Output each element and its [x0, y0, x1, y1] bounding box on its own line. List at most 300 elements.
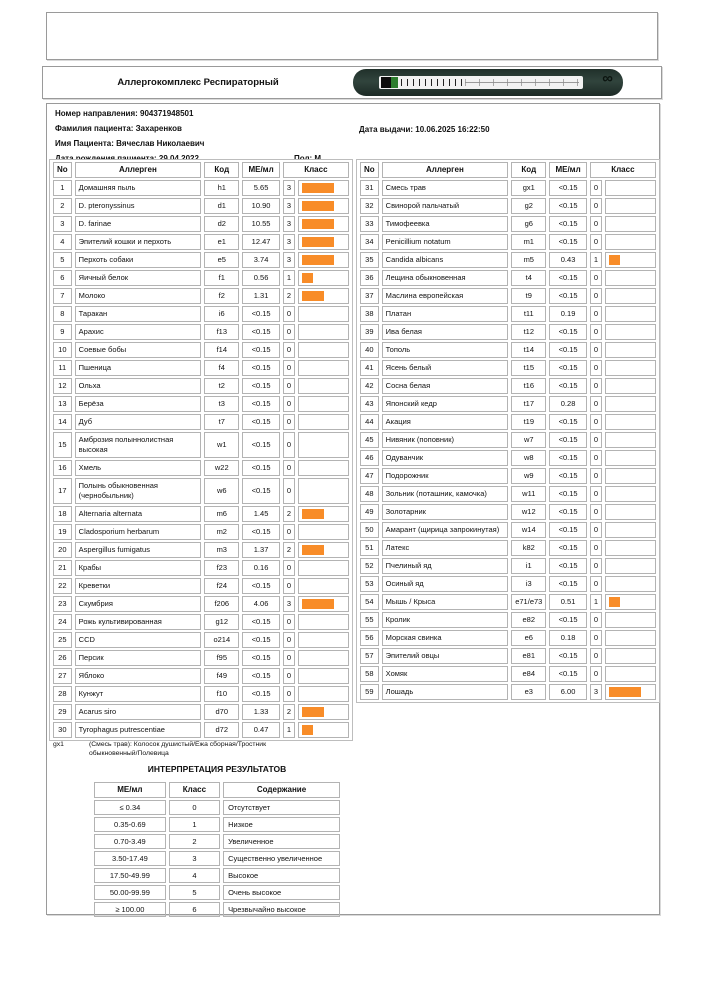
allergen-cell: Морская свинка	[382, 630, 509, 646]
interp-class-cell: 6	[169, 902, 220, 917]
code-cell: f206	[204, 596, 239, 612]
code-cell: w11	[511, 486, 546, 502]
result-row	[360, 558, 656, 574]
code-cell: w7	[511, 432, 546, 448]
class-bar-cell	[605, 666, 656, 682]
row-number-cell: 32	[360, 198, 379, 214]
col-header-allergen: Аллерген	[75, 162, 202, 178]
result-row	[53, 614, 349, 630]
barcode-strip	[379, 76, 583, 89]
row-number-cell: 19	[53, 524, 72, 540]
allergen-cell: Эпителий овцы	[382, 648, 509, 664]
class-number-cell: 0	[283, 686, 295, 702]
interp-meaning-cell: Чрезвычайно высокое	[223, 902, 340, 917]
value-cell: <0.15	[242, 524, 279, 540]
row-number-cell: 26	[53, 650, 72, 666]
class-bar-cell	[298, 460, 349, 476]
interpretation-table-wrap	[91, 780, 343, 919]
code-cell: e81	[511, 648, 546, 664]
class-number-cell: 0	[590, 648, 602, 664]
interp-meaning-cell: Высокое	[223, 868, 340, 883]
class-number-cell: 0	[590, 180, 602, 196]
class-number-cell: 0	[590, 324, 602, 340]
class-number-cell: 0	[283, 396, 295, 412]
code-cell: t3	[204, 396, 239, 412]
class-bar-cell	[298, 560, 349, 576]
result-row	[53, 686, 349, 702]
row-number-cell: 55	[360, 612, 379, 628]
specimen-tube-image	[353, 69, 623, 96]
class-number-cell: 0	[590, 486, 602, 502]
code-cell: m1	[511, 234, 546, 250]
barcode-lines	[401, 79, 463, 86]
class-bar-cell	[605, 450, 656, 466]
allergen-cell: Мышь / Крыса	[382, 594, 509, 610]
interp-class-cell: 3	[169, 851, 220, 866]
allergen-cell: Эпителий кошки и перхоть	[75, 234, 202, 250]
value-cell: 0.28	[549, 396, 586, 412]
allergen-cell: Подорожник	[382, 468, 509, 484]
interpretation-row	[94, 834, 340, 849]
class-number-cell: 0	[590, 558, 602, 574]
class-bar-cell	[298, 432, 349, 458]
result-row	[360, 414, 656, 430]
class-bar	[302, 599, 334, 609]
row-number-cell: 39	[360, 324, 379, 340]
class-bar	[609, 255, 620, 265]
result-row	[53, 596, 349, 612]
interp-class-cell: 4	[169, 868, 220, 883]
interp-class-cell: 0	[169, 800, 220, 815]
result-row	[53, 722, 349, 738]
class-bar-cell	[298, 234, 349, 250]
class-bar-cell	[298, 578, 349, 594]
col-header-class: Класс	[590, 162, 656, 178]
result-row	[360, 684, 656, 700]
result-row	[53, 360, 349, 376]
class-bar-cell	[298, 596, 349, 612]
value-cell: <0.15	[549, 666, 586, 682]
class-bar-cell	[298, 216, 349, 232]
class-number-cell: 3	[283, 252, 295, 268]
class-bar-cell	[298, 704, 349, 720]
allergen-cell: Хомяк	[382, 666, 509, 682]
class-number-cell: 0	[590, 468, 602, 484]
interpretation-row	[94, 902, 340, 917]
value-cell: <0.15	[549, 522, 586, 538]
class-number-cell: 1	[590, 594, 602, 610]
class-number-cell: 3	[283, 596, 295, 612]
row-number-cell: 8	[53, 306, 72, 322]
allergen-cell: Ясень белый	[382, 360, 509, 376]
allergen-cell: Платан	[382, 306, 509, 322]
allergen-cell: Осиный яд	[382, 576, 509, 592]
class-number-cell: 0	[283, 478, 295, 504]
class-bar	[609, 687, 641, 697]
col-header-units: МЕ/мл	[242, 162, 279, 178]
interp-class-cell: 1	[169, 817, 220, 832]
value-cell: <0.15	[242, 668, 279, 684]
class-bar-cell	[605, 306, 656, 322]
result-row	[53, 378, 349, 394]
result-row	[53, 324, 349, 340]
interpretation-row	[94, 817, 340, 832]
value-cell: <0.15	[549, 504, 586, 520]
row-number-cell: 3	[53, 216, 72, 232]
class-bar-cell	[298, 414, 349, 430]
allergen-cell: Арахис	[75, 324, 202, 340]
class-number-cell: 0	[283, 668, 295, 684]
row-number-cell: 35	[360, 252, 379, 268]
class-number-cell: 0	[283, 432, 295, 458]
class-bar-cell	[605, 180, 656, 196]
result-row	[360, 324, 656, 340]
class-bar-cell	[605, 540, 656, 556]
interpretation-title: ИНТЕРПРЕТАЦИЯ РЕЗУЛЬТАТОВ	[147, 764, 287, 774]
value-cell: 12.47	[242, 234, 279, 250]
interp-range-cell: 50.00-99.99	[94, 885, 166, 900]
class-bar-cell	[605, 648, 656, 664]
row-number-cell: 7	[53, 288, 72, 304]
class-number-cell: 0	[283, 524, 295, 540]
value-cell: 10.55	[242, 216, 279, 232]
value-cell: <0.15	[242, 396, 279, 412]
row-number-cell: 20	[53, 542, 72, 558]
allergen-cell: Берёза	[75, 396, 202, 412]
row-number-cell: 10	[53, 342, 72, 358]
allergen-cell: Пчелиный яд	[382, 558, 509, 574]
code-cell: f95	[204, 650, 239, 666]
interp-class-cell: 5	[169, 885, 220, 900]
interp-class-cell: 2	[169, 834, 220, 849]
row-number-cell: 27	[53, 668, 72, 684]
result-row	[360, 180, 656, 196]
code-cell: w1	[204, 432, 239, 458]
value-cell: <0.15	[549, 414, 586, 430]
class-bar-cell	[605, 558, 656, 574]
class-bar	[302, 219, 334, 229]
class-number-cell: 0	[283, 378, 295, 394]
code-cell: i6	[204, 306, 239, 322]
allergen-cell: CCD	[75, 632, 202, 648]
class-bar-cell	[298, 506, 349, 522]
value-cell: 1.45	[242, 506, 279, 522]
class-number-cell: 0	[283, 306, 295, 322]
value-cell: 1.37	[242, 542, 279, 558]
col-header-units: МЕ/мл	[549, 162, 586, 178]
row-number-cell: 59	[360, 684, 379, 700]
patient-name-line: Имя Пациента: Вячеслав Николаевич	[55, 139, 205, 148]
row-number-cell: 13	[53, 396, 72, 412]
issue-date-line: Дата выдачи: 10.06.2025 16:22:50	[359, 125, 490, 134]
class-number-cell: 0	[590, 360, 602, 376]
code-cell: t16	[511, 378, 546, 394]
code-cell: w9	[511, 468, 546, 484]
code-cell: g6	[511, 216, 546, 232]
barcode-black-block	[381, 77, 391, 88]
row-number-cell: 41	[360, 360, 379, 376]
class-number-cell: 0	[590, 198, 602, 214]
class-bar-cell	[298, 306, 349, 322]
class-number-cell: 0	[590, 216, 602, 232]
value-cell: <0.15	[549, 324, 586, 340]
row-number-cell: 24	[53, 614, 72, 630]
allergen-cell: Полынь обыкновенная (чернобыльник)	[75, 478, 202, 504]
row-number-cell: 29	[53, 704, 72, 720]
value-cell: <0.15	[242, 478, 279, 504]
interp-range-cell: 0.35-0.69	[94, 817, 166, 832]
class-number-cell: 0	[590, 432, 602, 448]
interpretation-row	[94, 868, 340, 883]
value-cell: 0.19	[549, 306, 586, 322]
value-cell: <0.15	[549, 342, 586, 358]
class-number-cell: 0	[283, 614, 295, 630]
value-cell: 4.06	[242, 596, 279, 612]
value-cell: <0.15	[242, 686, 279, 702]
code-cell: w6	[204, 478, 239, 504]
row-number-cell: 30	[53, 722, 72, 738]
tube-scale-ticks	[465, 79, 579, 86]
result-row	[360, 360, 656, 376]
class-bar-cell	[298, 270, 349, 286]
allergen-cell: Candida albicans	[382, 252, 509, 268]
row-number-cell: 9	[53, 324, 72, 340]
row-number-cell: 54	[360, 594, 379, 610]
results-table	[357, 160, 659, 702]
class-bar-cell	[605, 360, 656, 376]
allergen-cell: Cladosporium herbarum	[75, 524, 202, 540]
code-cell: e6	[511, 630, 546, 646]
result-row	[53, 432, 349, 458]
class-bar-cell	[298, 324, 349, 340]
code-cell: m2	[204, 524, 239, 540]
value-cell: <0.15	[549, 432, 586, 448]
interpretation-header-row	[94, 782, 340, 798]
row-number-cell: 38	[360, 306, 379, 322]
code-cell: gx1	[511, 180, 546, 196]
class-bar-cell	[298, 180, 349, 196]
interp-col-header-1: Класс	[169, 782, 220, 798]
class-bar-cell	[298, 650, 349, 666]
allergen-cell: Амарант (щирица запрокинутая)	[382, 522, 509, 538]
class-number-cell: 0	[283, 460, 295, 476]
result-row	[360, 576, 656, 592]
result-row	[360, 378, 656, 394]
allergen-cell: Крабы	[75, 560, 202, 576]
class-number-cell: 0	[590, 504, 602, 520]
code-cell: w14	[511, 522, 546, 538]
results-table	[50, 160, 352, 740]
row-number-cell: 22	[53, 578, 72, 594]
result-row	[53, 506, 349, 522]
value-cell: <0.15	[242, 342, 279, 358]
row-number-cell: 6	[53, 270, 72, 286]
row-number-cell: 43	[360, 396, 379, 412]
col-header-no: No	[360, 162, 379, 178]
col-header-no: No	[53, 162, 72, 178]
value-cell: <0.15	[549, 540, 586, 556]
col-header-code: Код	[204, 162, 239, 178]
allergen-cell: Ива белая	[382, 324, 509, 340]
value-cell: 10.90	[242, 198, 279, 214]
class-bar-cell	[298, 668, 349, 684]
row-number-cell: 51	[360, 540, 379, 556]
row-number-cell: 47	[360, 468, 379, 484]
value-cell: <0.15	[549, 288, 586, 304]
results-table-left-wrap	[49, 159, 353, 741]
class-bar-cell	[605, 468, 656, 484]
row-number-cell: 17	[53, 478, 72, 504]
class-bar-cell	[605, 270, 656, 286]
allergen-cell: Ольха	[75, 378, 202, 394]
value-cell: <0.15	[549, 270, 586, 286]
patient-surname-line: Фамилия пациента: Захаренков	[55, 124, 182, 133]
value-cell: <0.15	[549, 648, 586, 664]
class-number-cell: 0	[590, 306, 602, 322]
allergen-cell: Акация	[382, 414, 509, 430]
class-bar-cell	[298, 524, 349, 540]
result-row	[360, 648, 656, 664]
interp-range-cell: 3.50-17.49	[94, 851, 166, 866]
allergen-cell: Хмель	[75, 460, 202, 476]
row-number-cell: 46	[360, 450, 379, 466]
allergen-cell: Пшеница	[75, 360, 202, 376]
footnote-code: gx1	[53, 741, 64, 748]
allergen-cell: Нивяник (поповник)	[382, 432, 509, 448]
result-row	[360, 234, 656, 250]
value-cell: <0.15	[242, 414, 279, 430]
result-row	[53, 560, 349, 576]
row-number-cell: 53	[360, 576, 379, 592]
result-row	[53, 216, 349, 232]
code-cell: f14	[204, 342, 239, 358]
class-bar-cell	[605, 612, 656, 628]
report-title: Аллергокомплекс Респираторный	[117, 77, 279, 88]
value-cell: <0.15	[549, 198, 586, 214]
class-bar-cell	[605, 252, 656, 268]
value-cell: <0.15	[242, 460, 279, 476]
row-number-cell: 18	[53, 506, 72, 522]
code-cell: t2	[204, 378, 239, 394]
class-bar	[302, 273, 313, 283]
value-cell: 0.56	[242, 270, 279, 286]
result-row	[360, 666, 656, 682]
class-bar	[609, 597, 620, 607]
result-row	[53, 650, 349, 666]
class-number-cell: 2	[283, 506, 295, 522]
class-bar-cell	[298, 722, 349, 738]
result-row	[360, 432, 656, 448]
class-number-cell: 3	[590, 684, 602, 700]
code-cell: f4	[204, 360, 239, 376]
class-number-cell: 2	[283, 288, 295, 304]
result-row	[53, 460, 349, 476]
interpretation-row	[94, 800, 340, 815]
result-row	[360, 450, 656, 466]
code-cell: d72	[204, 722, 239, 738]
code-cell: t14	[511, 342, 546, 358]
class-bar-cell	[605, 594, 656, 610]
class-bar-cell	[298, 378, 349, 394]
class-number-cell: 1	[283, 270, 295, 286]
code-cell: i3	[511, 576, 546, 592]
value-cell: 0.18	[549, 630, 586, 646]
code-cell: e1	[204, 234, 239, 250]
row-number-cell: 21	[53, 560, 72, 576]
allergen-cell: Кунжут	[75, 686, 202, 702]
code-cell: f13	[204, 324, 239, 340]
result-row	[360, 468, 656, 484]
allergen-cell: Penicillium notatum	[382, 234, 509, 250]
interp-meaning-cell: Низкое	[223, 817, 340, 832]
result-row	[53, 270, 349, 286]
result-row	[360, 288, 656, 304]
result-row	[360, 594, 656, 610]
allergen-cell: Alternaria alternata	[75, 506, 202, 522]
class-bar-cell	[605, 324, 656, 340]
result-row	[360, 522, 656, 538]
class-number-cell: 0	[590, 342, 602, 358]
code-cell: t12	[511, 324, 546, 340]
class-bar-cell	[298, 542, 349, 558]
allergen-cell: Одуванчик	[382, 450, 509, 466]
code-cell: o214	[204, 632, 239, 648]
interp-meaning-cell: Отсутствует	[223, 800, 340, 815]
class-bar-cell	[298, 396, 349, 412]
value-cell: 0.16	[242, 560, 279, 576]
class-number-cell: 0	[590, 630, 602, 646]
row-number-cell: 49	[360, 504, 379, 520]
code-cell: t7	[204, 414, 239, 430]
row-number-cell: 25	[53, 632, 72, 648]
value-cell: <0.15	[549, 612, 586, 628]
row-number-cell: 16	[53, 460, 72, 476]
code-cell: f24	[204, 578, 239, 594]
class-number-cell: 0	[283, 632, 295, 648]
class-number-cell: 0	[590, 396, 602, 412]
code-cell: m5	[511, 252, 546, 268]
class-bar-cell	[605, 234, 656, 250]
result-row	[53, 668, 349, 684]
code-cell: d2	[204, 216, 239, 232]
row-number-cell: 33	[360, 216, 379, 232]
interpretation-table	[91, 780, 343, 919]
value-cell: 0.47	[242, 722, 279, 738]
class-bar	[302, 183, 334, 193]
class-bar-cell	[605, 378, 656, 394]
class-number-cell: 1	[590, 252, 602, 268]
value-cell: <0.15	[549, 378, 586, 394]
interp-range-cell: ≥ 100.00	[94, 902, 166, 917]
code-cell: d1	[204, 198, 239, 214]
result-row	[53, 234, 349, 250]
allergen-cell: Маслина европейская	[382, 288, 509, 304]
value-cell: <0.15	[242, 378, 279, 394]
value-cell: <0.15	[549, 468, 586, 484]
result-row	[360, 540, 656, 556]
allergen-cell: Персик	[75, 650, 202, 666]
code-cell: m3	[204, 542, 239, 558]
code-cell: g12	[204, 614, 239, 630]
col-header-code: Код	[511, 162, 546, 178]
class-bar-cell	[298, 360, 349, 376]
result-row	[360, 486, 656, 502]
value-cell: <0.15	[549, 486, 586, 502]
row-number-cell: 4	[53, 234, 72, 250]
class-number-cell: 0	[590, 234, 602, 250]
row-number-cell: 50	[360, 522, 379, 538]
class-bar-cell	[605, 504, 656, 520]
